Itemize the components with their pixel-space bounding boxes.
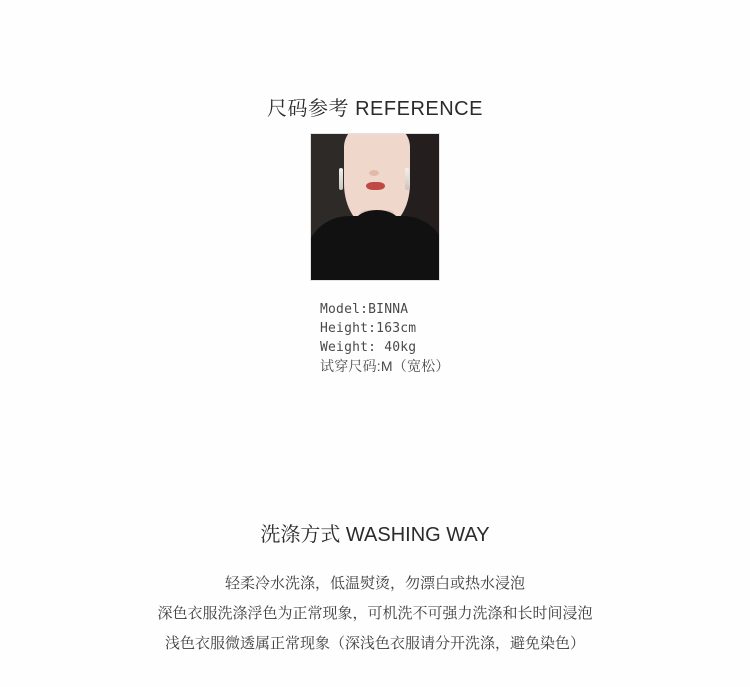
washing-title: 洗涤方式 WASHING WAY bbox=[260, 524, 490, 546]
washing-instructions-section bbox=[0, 518, 750, 659]
size-reference-title: 尺码参考 REFERENCE bbox=[267, 98, 483, 120]
model-try-size: 试穿尺码:M（宽松） bbox=[320, 358, 450, 374]
washing-line: 深色衣服洗涤浮色为正常现象，可机洗不可强力洗涤和长时间浸泡 bbox=[157, 605, 593, 622]
nose-shape bbox=[369, 170, 379, 176]
model-photo bbox=[310, 133, 440, 281]
lips-shape bbox=[366, 182, 385, 190]
washing-line: 浅色衣服微透属正常现象（深浅色衣服请分开洗涤，避免染色） bbox=[164, 635, 585, 652]
collar-shape bbox=[355, 210, 399, 234]
model-weight: Weight: 40kg bbox=[320, 340, 417, 355]
washing-line: 轻柔冷水洗涤，低温熨烫，勿漂白或热水浸泡 bbox=[224, 575, 525, 592]
model-info-block bbox=[320, 300, 450, 376]
earring-left-icon bbox=[339, 168, 343, 190]
model-height: Height:163cm bbox=[320, 321, 417, 336]
washing-lines bbox=[0, 569, 750, 659]
earring-right-icon bbox=[405, 168, 409, 190]
model-name: Model:BINNA bbox=[320, 302, 409, 317]
